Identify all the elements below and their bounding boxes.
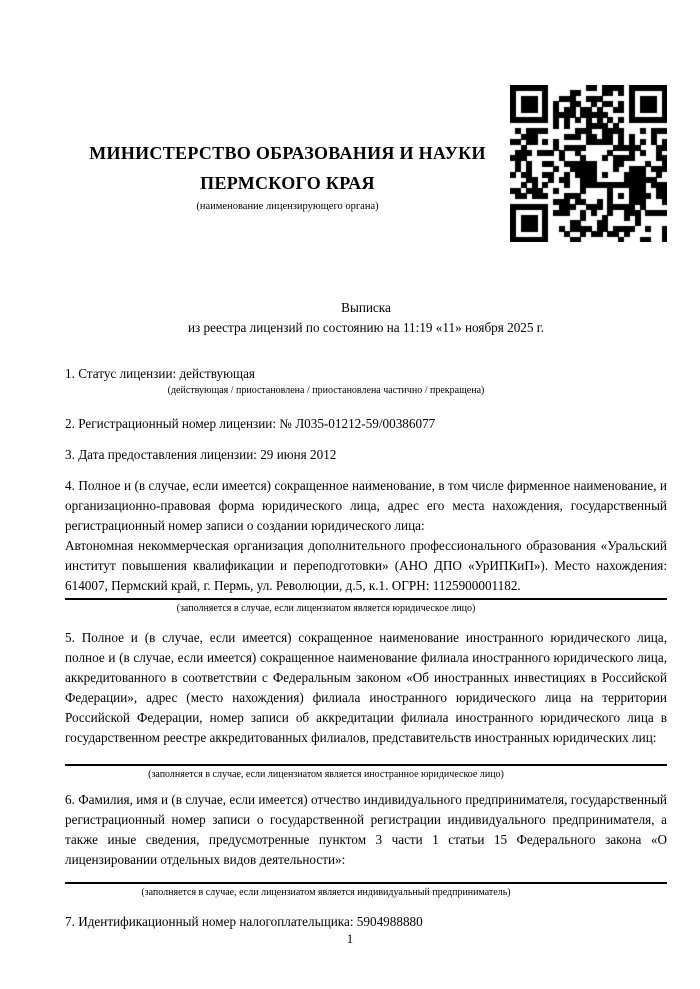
section-license-status — [65, 364, 667, 398]
section-foreign-entity — [65, 628, 667, 782]
section-legal-entity — [65, 476, 667, 616]
section-taxpayer-number — [65, 912, 667, 932]
section-grant-date — [65, 445, 667, 465]
document-title — [65, 298, 667, 338]
licensing-authority — [65, 138, 510, 214]
fill-in-line — [65, 882, 667, 884]
ministry-name-line2: ПЕРМСКОГО КРАЯ — [200, 173, 375, 193]
license-status-note: (действующая / приостановлена / приостановлена частично / прекращена) — [167, 385, 485, 396]
fill-in-line — [65, 764, 667, 766]
fill-in-line — [65, 598, 667, 600]
foreign-entity-text: 5. Полное и (в случае, если имеется) сокращенное наименование иностранного юридического лица, полное и (в случае, если имеется) сокращенное наименование филиала иностранного юридического лица, аккредитованного в соответствии с Федеральным законом «Об иностранных инвестициях в Российской Федерации», адрес (место нахождения) филиала иностранного юридического лица на территории Российской Федерации, номер записи об аккредитации филиала иностранного юридического лица в государственном реестре аккредитованных филиалов, представительств иностранных юридических лиц: — [65, 630, 667, 745]
license-status-text: 1. Статус лицензии: действующая — [65, 366, 256, 381]
ministry-name-line1: МИНИСТЕРСТВО ОБРАЗОВАНИЯ И НАУКИ — [89, 143, 486, 163]
section-registration-number — [65, 414, 667, 434]
entrepreneur-note: (заполняется в случае, если лицензиатом является индивидуальный предприниматель) — [141, 887, 511, 898]
taxpayer-number-text: 7. Идентификационный номер налогоплательщика: 5904988880 — [65, 914, 423, 929]
legal-entity-value: Автономная некоммерческая организация дополнительного профессионального образования «Уральский институт повышения квалификации и переподготовки» (АНО ДПО «УрИПКиП»). Место нахождения: 614007, Пермский край, г. Пермь, ул. Революции, д.5, к.1. ОГРН: 1125900001182. — [65, 538, 667, 593]
foreign-entity-note: (заполняется в случае, если лицензиатом является иностранное юридическое лицо) — [148, 769, 504, 780]
legal-entity-note: (заполняется в случае, если лицензиатом является юридическое лицо) — [176, 603, 476, 614]
document-header — [65, 0, 667, 242]
blank-space — [65, 870, 667, 880]
ministry-caption: (наименование лицензирующего органа) — [196, 201, 379, 212]
entrepreneur-text: 6. Фамилия, имя и (в случае, если имеется) отчество индивидуального предпринимателя, государственный регистрационный номер записи о государственной регистрации индивидуального предпринимателя, а также иные сведения, предусмотренные пунктом 3 части 1 статьи 15 Федерального закона «О лицензировании отдельных видов деятельности»: — [65, 792, 667, 867]
document-title-line1: Выписка — [341, 300, 391, 315]
grant-date-text: 3. Дата предоставления лицензии: 29 июня 2012 — [65, 447, 337, 462]
registration-number-text: 2. Регистрационный номер лицензии: № Л035-01212-59/00386077 — [65, 416, 436, 431]
page-number: 1 — [346, 932, 354, 946]
legal-entity-text: 4. Полное и (в случае, если имеется) сокращенное наименование, в том числе фирменное наименование, и организационно-правовая форма юридического лица, адрес его места нахождения, государственный регистрационный номер записи о создании юридического лица: — [65, 478, 667, 533]
section-entrepreneur — [65, 790, 667, 900]
qr-code-icon — [510, 85, 667, 242]
document-title-line2: из реестра лицензий по состоянию на 11:19 «11» ноября 2025 г. — [187, 320, 545, 335]
document-body — [65, 364, 667, 932]
blank-space — [65, 748, 667, 762]
